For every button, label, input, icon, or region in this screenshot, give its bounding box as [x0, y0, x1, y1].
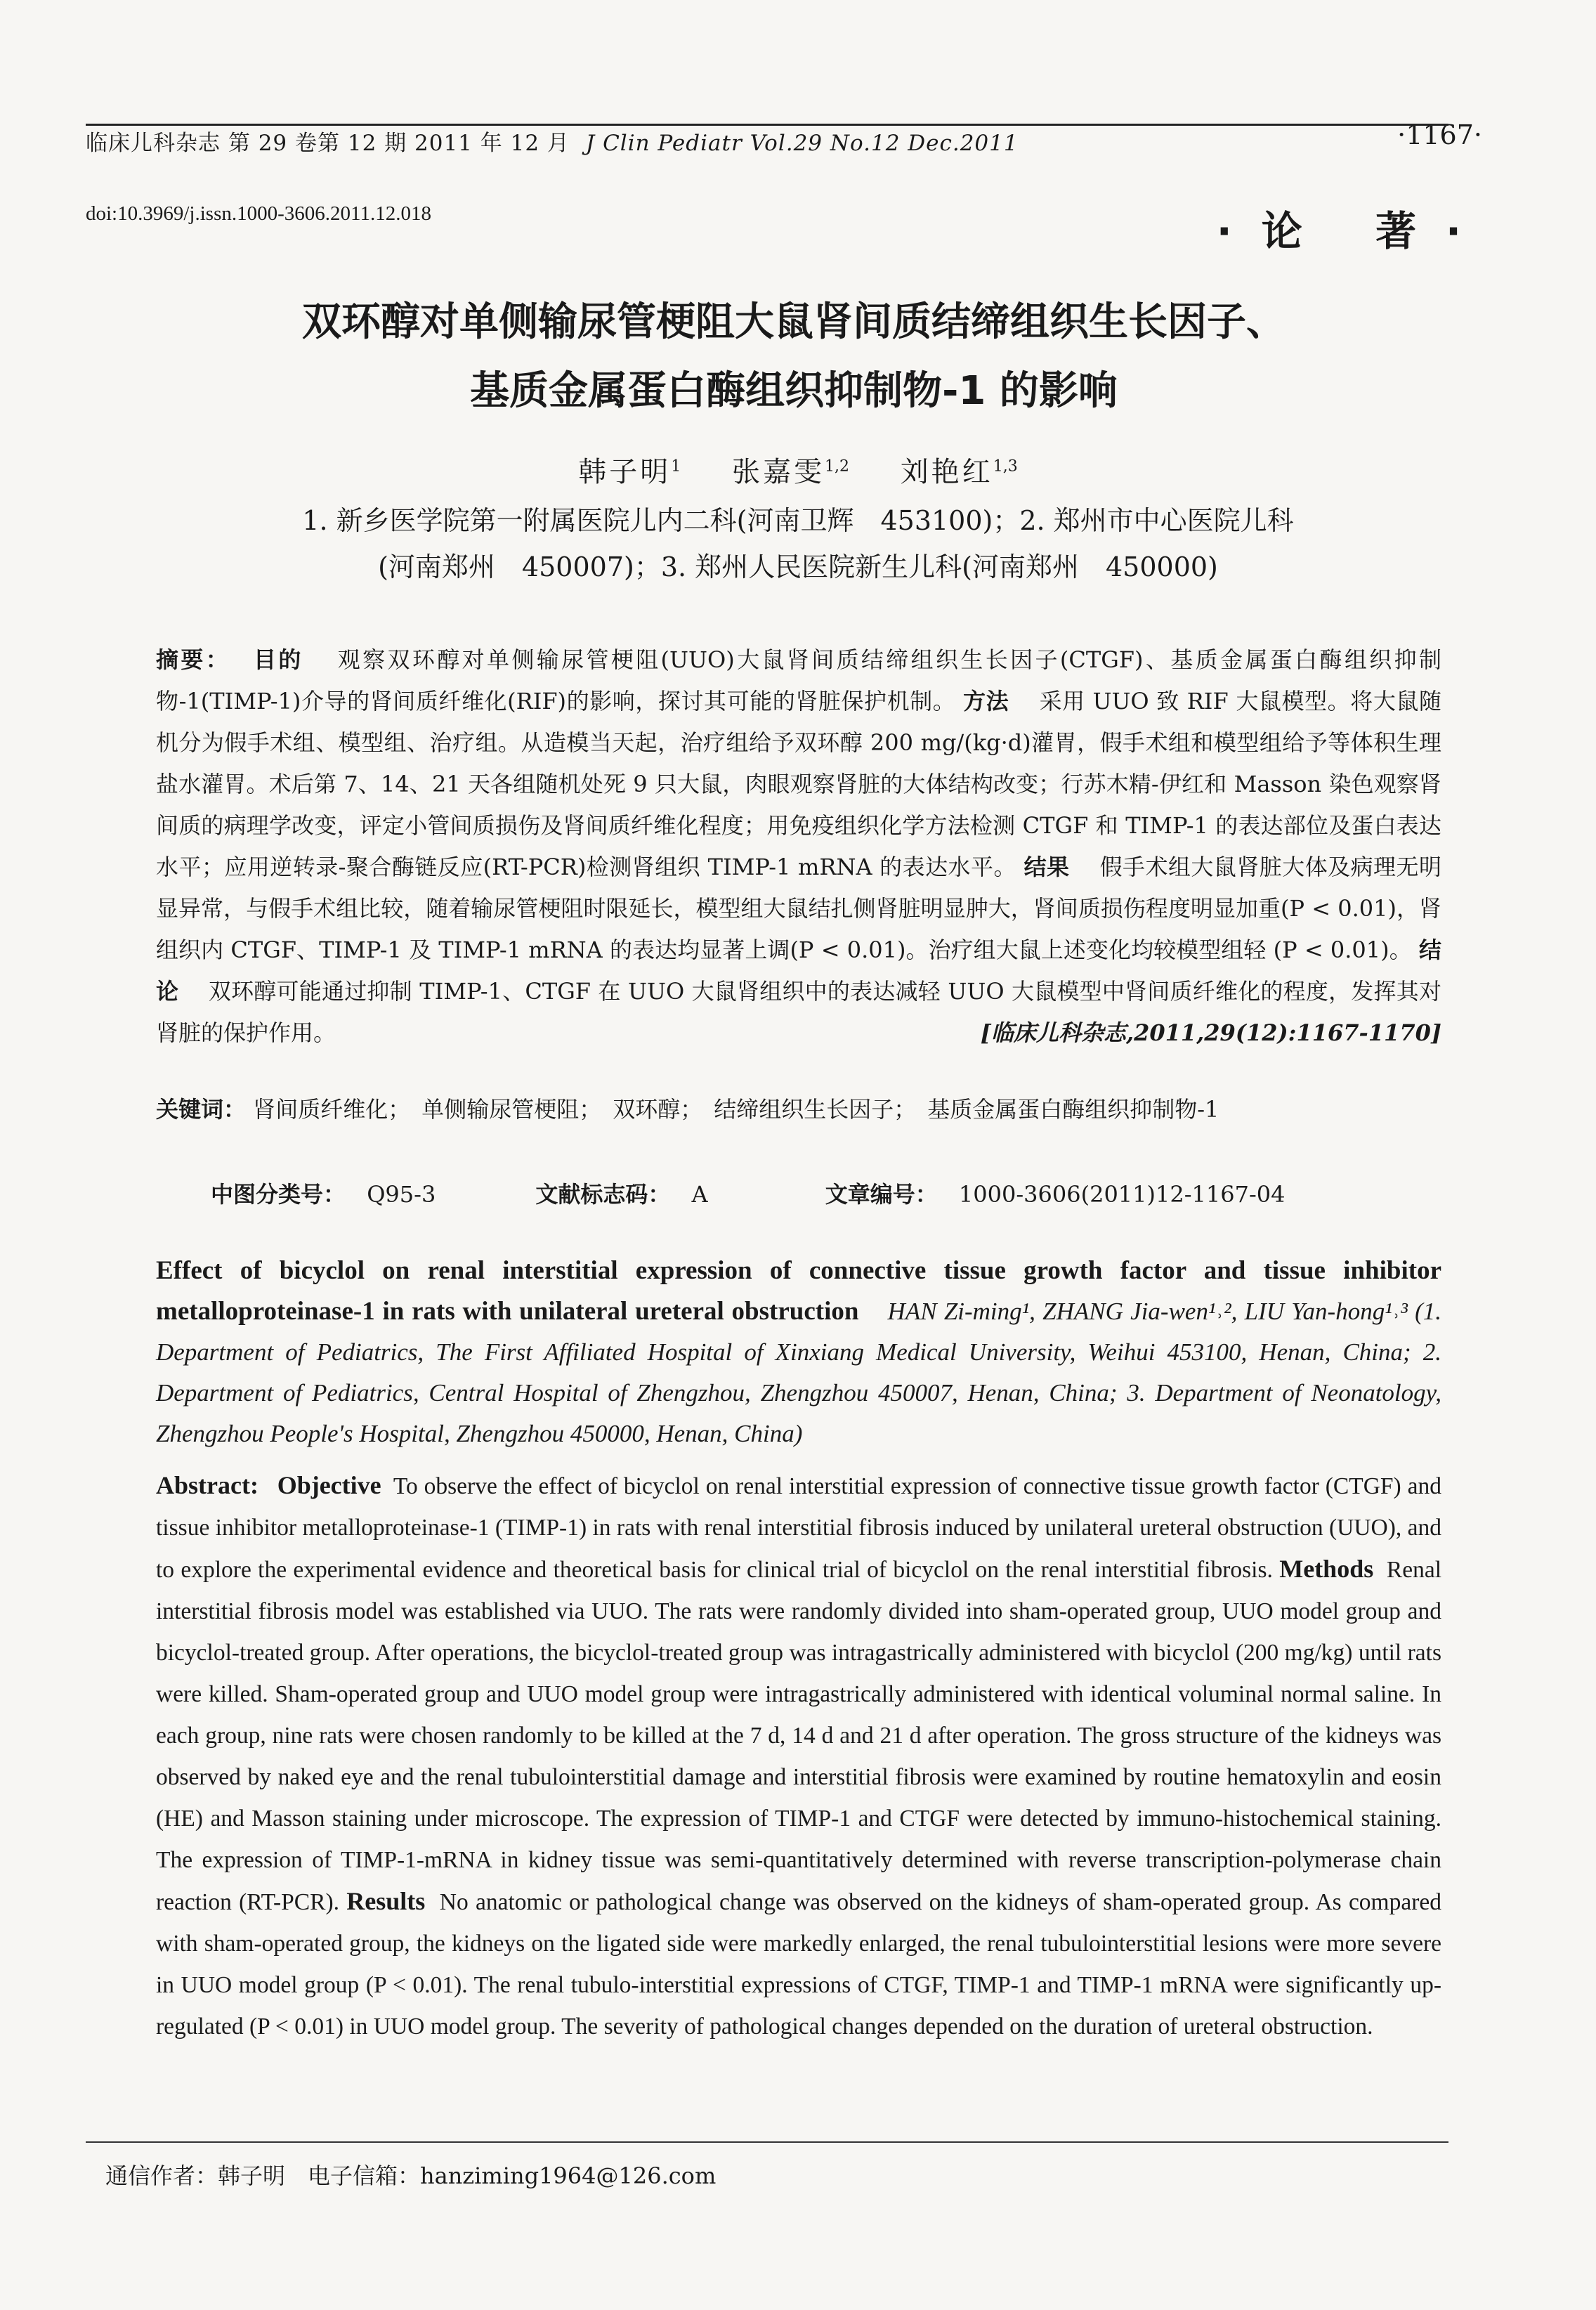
keywords-text: 肾间质纤维化； 单侧输尿管梗阻； 双环醇； 结缔组织生长因子； 基质金属蛋白酶组织抑制物-1	[253, 1096, 1219, 1123]
title-line-1: 双环醇对单侧输尿管梗阻大鼠肾间质结缔组织生长因子、	[302, 299, 1286, 345]
author-name: 张嘉雯	[732, 456, 825, 488]
abstract-label: 摘要：	[156, 646, 220, 673]
english-header	[156, 1251, 1441, 1454]
affiliations	[0, 497, 1596, 590]
running-head	[86, 125, 1019, 157]
english-affiliations: (1. Department of Pediatrics, The First Affiliated Hospital of Xinxiang Medical University, Weihui 453100, Henan, China; 2. Department of Pediatrics, Central Hospital of Zhengzhou, Zhengzhou 450007, Henan, China; 3. Department of Neonatology, Zhengzhou People's Hospital, Zhengzhou 450000, Henan, China)	[156, 1298, 1442, 1447]
results-en-label: Results	[346, 1887, 426, 1915]
english-authors: HAN Zi-ming¹, ZHANG Jia-wen¹˒², LIU Yan-hong¹˒³	[887, 1298, 1408, 1325]
author-name: 韩子明	[578, 456, 672, 488]
author-name: 刘艳红	[900, 456, 993, 488]
citation: [临床儿科杂志,2011,29(12):1167-1170]	[980, 1019, 1441, 1046]
results-en-text: No anatomic or pathological change was observed on the kidneys of sham-operated group. As compared with sham-operated group, the kidneys on the ligated side were markedly enlarged, the renal tubulointerstitial lesions were more severe in UUO model group (P < 0.01). The renal tubulo-interstitial expressions of CTGF, TIMP-1 and TIMP-1 mRNA were significantly up-regulated (P < 0.01) in UUO model group. The severity of pathological changes depended on the duration of ureteral obstruction.	[156, 1889, 1442, 2040]
abstract-english	[156, 1465, 1441, 2047]
english-title: Effect of bicyclol on renal interstitial expression of connective tissue growth factor and tissue inhibitor metalloproteinase-1 in rats with unilateral ureteral obstruction	[156, 1256, 1441, 1326]
doc-code-label: 文献标志码：	[535, 1181, 671, 1208]
objective-en-text: To observe the effect of bicyclol on renal interstitial expression of connective tissue growth factor (CTGF) and tissue inhibitor metalloproteinase-1 (TIMP-1) in rats with renal interstitial fibrosis induced by unilateral ureteral obstruction (UUO), and to explore the experimental evidence and theoretical basis for clinical trial of bicyclol on the renal interstitial fibrosis.	[156, 1473, 1441, 1583]
abstract-chinese	[156, 639, 1441, 1054]
title-line-2: 基质金属蛋白酶组织抑制物-1 的影响	[470, 368, 1118, 414]
author-affil-mark: 1,2	[825, 457, 849, 476]
clc-value: Q95-3	[367, 1181, 436, 1208]
affiliation-line: (河南郑州 450007)；3. 郑州人民医院新生儿科(河南郑州 450000)	[378, 552, 1218, 582]
objective-text: 观察双环醇对单侧输尿管梗阻(UUO)大鼠肾间质结缔组织生长因子(CTGF)、基质金属蛋白酶组织抑制物-1(TIMP-1)介导的肾间质纤维化(RIF)的影响，探讨其可能的肾脏保护机制。	[156, 646, 1441, 714]
objective-label: 目的	[254, 646, 303, 673]
methods-label: 方法	[963, 688, 1009, 714]
abstract-en-label: Abstract:	[156, 1471, 259, 1499]
conclusion-text: 双环醇可能通过抑制 TIMP-1、CTGF 在 UUO 大鼠肾组织中的表达减轻 UUO 大鼠模型中肾间质纤维化的程度，发挥其对肾脏的保护作用。	[156, 978, 1441, 1046]
article-id-value: 1000-3606(2011)12-1167-04	[958, 1181, 1286, 1208]
classification-line	[211, 1177, 1447, 1209]
author-affil-mark: 1,3	[993, 457, 1018, 476]
results-label: 结果	[1023, 854, 1070, 880]
author-list	[0, 450, 1596, 490]
header-rule	[86, 124, 1448, 126]
results-text: 假手术组大鼠肾脏大体及病理无明显异常，与假手术组比较，随着输尿管梗阻时限延长，模型组大鼠结扎侧肾脏明显肿大，肾间质损伤程度明显加重(P < 0.01)，肾组织内 CTGF、TIMP-1 及 TIMP-1 mRNA 的表达均显著上调(P < 0.01)。治疗组大鼠上述变化均较模型组轻 (P < 0.01)。	[156, 854, 1441, 963]
journal-name-cn: 临床儿科杂志 第 29 卷第 12 期 2011 年 12 月	[86, 131, 570, 156]
footer-rule	[86, 2141, 1448, 2143]
journal-name-en: J Clin Pediatr Vol.29 No.12 Dec.2011	[585, 131, 1019, 156]
keywords-label: 关键词：	[156, 1096, 247, 1123]
methods-en-text: Renal interstitial fibrosis model was established via UUO. The rats were randomly divided into sham-operated group, UUO model group and bicyclol-treated group. After operations, the bicyclol-treated group was intragastrically administered with bicyclol (200 mg/kg) until rats were killed. Sham-operated group and UUO model group were intragastrically administered with identical voluminal normal saline. In each group, nine rats were chosen randomly to be killed at the 7 d, 14 d and 21 d after operation. The gross structure of the kidneys was observed by naked eye and the renal tubulointerstitial damage and interstitial fibrosis were examined by routine hematoxylin and eosin (HE) and Masson staining under microscope. The expression of TIMP-1 and CTGF were detected by immuno-histochemical staining. The expression of TIMP-1-mRNA in kidney tissue was semi-quantitatively determined with reverse transcription-polymerase chain reaction (RT-PCR).	[156, 1557, 1442, 1915]
keywords	[156, 1089, 1441, 1130]
page-number: ·1167·	[1397, 119, 1482, 150]
correspondence-footer: 通信作者：韩子明 电子信箱：hanziming1964@126.com	[105, 2162, 717, 2189]
clc-label: 中图分类号：	[211, 1181, 346, 1208]
article-id-label: 文章编号：	[825, 1181, 938, 1208]
conclusion-label: 结论	[156, 937, 1441, 1005]
doc-code-value: A	[691, 1181, 708, 1208]
column-tag: ·论 著·	[1216, 207, 1491, 255]
methods-en-label: Methods	[1279, 1555, 1374, 1583]
objective-en-label: Objective	[277, 1471, 381, 1499]
author-affil-mark: 1	[671, 457, 681, 476]
methods-text: 采用 UUO 致 RIF 大鼠模型。将大鼠随机分为假手术组、模型组、治疗组。从造模当天起，治疗组给予双环醇 200 mg/(kg·d)灌胃，假手术组和模型组给予等体积生理盐水灌胃。术后第 7、14、21 天各组随机处死 9 只大鼠，肉眼观察肾脏的大体结构改变；行苏木精-伊红和 Masson 染色观察肾间质的病理学改变，评定小管间质损伤及肾间质纤维化程度；用免疫组织化学方法检测 CTGF 和 TIMP-1 的表达部位及蛋白表达水平；应用逆转录-聚合酶链反应(RT-PCR)检测肾组织 TIMP-1 mRNA 的表达水平。	[156, 688, 1441, 880]
doi: doi:10.3969/j.issn.1000-3606.2011.12.018	[86, 202, 431, 225]
article-title	[112, 288, 1475, 426]
affiliation-line: 1. 新乡医学院第一附属医院儿内二科(河南卫辉 453100)；2. 郑州市中心医院儿科	[302, 505, 1294, 536]
